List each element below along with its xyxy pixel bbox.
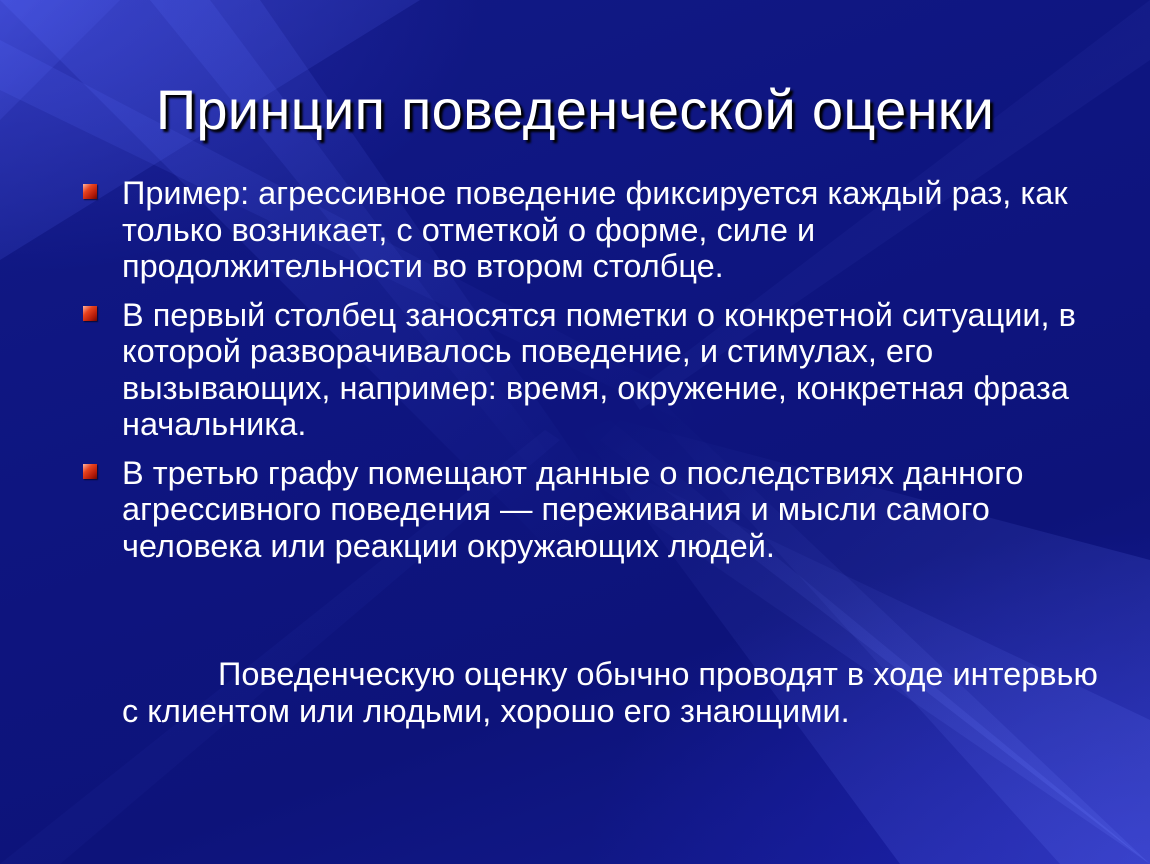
- bullet-item: [122, 297, 1112, 443]
- bullet-item: [122, 455, 1112, 565]
- slide-title: Принцип поведенческой оценки: [155, 78, 995, 141]
- bullet-item: [122, 175, 1112, 285]
- bullet-text: В первый столбец заносятся пометки о конкретной ситуации, в которой разворачивалось поведение, и стимулах, его вызывающих, например: время, окружение, конкретная фраза начальника.: [122, 296, 1076, 442]
- bullet-text: В третью графу помещают данные о последствиях данного агрессивного поведения — переживания и мысли самого человека или реакции окружающих людей.: [122, 454, 1024, 564]
- square-bullet-icon: [83, 464, 97, 479]
- bullet-text: Пример: агрессивное поведение фиксируется каждый раз, как только возникает, с отметкой о форме, силе и продолжительности во втором столбце.: [122, 175, 1068, 284]
- closing-note: Поведенческую оценку обычно проводят в ходе интервью с клиентом или людьми, хорошо его знающими.: [122, 656, 1098, 729]
- square-bullet-icon: [83, 306, 97, 321]
- bullet-list: [122, 175, 1112, 576]
- square-bullet-icon: [83, 184, 97, 199]
